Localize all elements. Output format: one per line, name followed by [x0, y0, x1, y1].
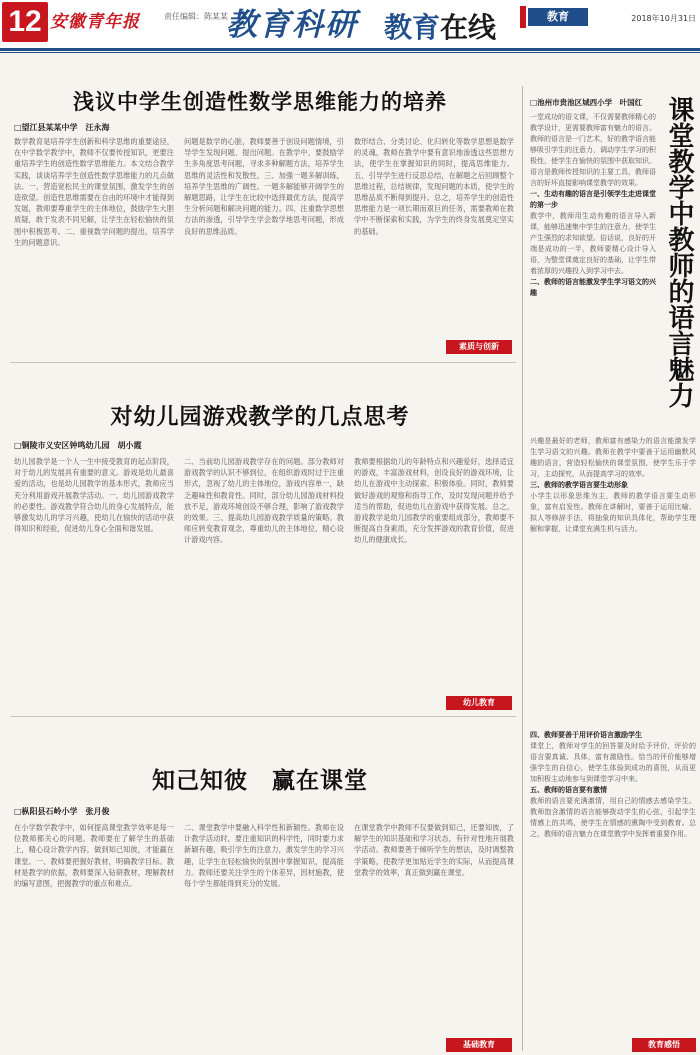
- sidebar-column-2: [530, 436, 696, 726]
- article3-column: 在小学数学教学中，如何提高课堂教学效率是每一位教师都关心的问题。教师要在了解学生的基础上，精心设计教学内容，做到知己知彼，才能赢在课堂。一、教师要把握好教材，明确教学目标。教材是教学的依据，教师要深入钻研教材，理解教材的编写意图，把握教学的重点和难点。: [14, 823, 174, 889]
- section-online-title: [384, 10, 524, 46]
- sidebar-subheading: 五、教师的语言要有激情: [530, 786, 607, 794]
- masthead-rule: [0, 48, 700, 51]
- masthead: [0, 0, 700, 50]
- sidebar-paragraph: 课堂上，教师对学生的回答要及时给予评价，评价的语言要真诚、具体，富有激励性。恰当的评价能够增强学生的自信心，使学生体验到成功的喜悦，从而更加积极主动地参与到课堂学习中来。: [530, 742, 696, 783]
- article2-byline: □铜陵市义安区钟鸣幼儿园 胡小霞: [14, 441, 142, 450]
- article3-column: 二、课堂教学中要融入科学性和新颖性。教师在设计教学活动时，要注重知识的科学性，同时要力求新颖有趣，吸引学生的注意力，激发学生的学习兴趣，让学生在轻松愉快的氛围中掌握知识，提高能力。教师还要关注学生的个体差异，因材施教，使每个学生都能得到充分的发展。: [184, 823, 344, 889]
- article3-byline: □枞阳县石岭小学 张月俊: [14, 807, 110, 816]
- section-online-part2: 在线: [440, 12, 497, 43]
- section-badge: 教育: [528, 8, 588, 26]
- article3-headline: 知己知彼 赢在课堂: [152, 767, 368, 794]
- sidebar-headline: 课堂教学中教师的语言魅力: [664, 96, 694, 408]
- sidebar-subheading: 四、教师要善于用评价语言激励学生: [530, 731, 642, 739]
- sidebar-paragraph: 小学生以形象思维为主，教师的教学语言要生动形象，富有启发性。教师在讲解时，要善于运用比喻、拟人等修辞手法，将抽象的知识具体化，帮助学生理解和掌握，让课堂充满生机与活力。: [530, 492, 696, 533]
- newspaper-name: 安徽青年报: [50, 12, 140, 32]
- article2-body: [14, 456, 514, 694]
- article-divider: [10, 716, 516, 717]
- article1-column: 问题是数学的心脏，教师要善于创设问题情境，引导学生发现问题、提出问题。在教学中，要鼓励学生多角度思考问题，寻求多种解题方法，培养学生思维的灵活性和发散性。三、加强一题多解训练，培养学生思维的广阔性。一题多解能够开阔学生的解题思路，让学生在比较中选择最优方法，提高学生分析问题和解决问题的能力。四、注重数学思想方法的渗透，引导学生学会数学地思考问题，形成良好的思维品质。: [184, 137, 344, 236]
- article1-body: [14, 136, 514, 336]
- sidebar-paragraph: 一堂成功的语文课，不仅需要教师精心的教学设计，更需要教师富有魅力的语言。教师的语言是一门艺术，好的教学语言能够吸引学生的注意力，调动学生学习的积极性，使学生在愉快的氛围中获取知识。语言是教师传授知识的主要工具，教师语言的好坏直接影响课堂教学的效果。: [530, 113, 656, 187]
- sidebar-rule: [522, 86, 523, 1051]
- page-number: 12: [2, 2, 48, 42]
- article1-column: 数学教育是培养学生创新和科学思维的重要途径，在中学数学教学中，教师不仅要传授知识，更要注重培养学生的创造性数学思维能力。本文结合教学实践，谈谈培养学生创造性数学思维能力的几点做法。一、营造宽松民主的课堂氛围，激发学生的创造欲望。创造性思维需要在自由的环境中才能得到发展，教师要尊重学生的主体地位，鼓励学生大胆质疑，敢于发表不同见解，让学生在轻松愉快的氛围中积极思考。二、重视数学问题的提出，培养学生的问题意识。: [14, 137, 174, 247]
- sidebar-subheading: 三、教师的教学语言要生动形象: [530, 481, 628, 489]
- article1-byline: □望江县某某中学 汪永海: [14, 123, 110, 132]
- article2-tag: 幼儿教育: [446, 696, 512, 710]
- article1-headline: 浅议中学生创造性数学思维能力的培养: [73, 89, 447, 114]
- sidebar-byline: □池州市贵池区城西小学 叶国红: [530, 98, 643, 107]
- article2-column: 二、当前幼儿园游戏教学存在的问题。部分教师对游戏教学的认识不够到位，在组织游戏时过于注重形式，忽视了幼儿的主体地位，游戏内容单一，缺乏趣味性和教育性。同时，部分幼儿园游戏材料投放不足，游戏环境创设不够合理，影响了游戏教学的效果。三、提高幼儿园游戏教学质量的策略。教师应转变教育观念，尊重幼儿的主体地位，精心设计游戏内容。: [184, 457, 344, 545]
- sidebar-tag: 教育感悟: [632, 1038, 696, 1052]
- article3-body: [14, 822, 514, 1038]
- publication-date: 2018年10月31日: [631, 14, 696, 23]
- sidebar-paragraph: 兴趣是最好的老师，教师富有感染力的语言能激发学生学习语文的兴趣。教师在教学中要善于运用幽默风趣的语言，营造轻松愉快的课堂氛围，使学生乐于学习，主动探究，从而提高学习的效率。: [530, 437, 696, 478]
- sidebar-paragraph: 教师的语言要充满激情，用自己的情感去感染学生。教师饱含激情的语言能够拨动学生的心弦，引起学生情感上的共鸣，使学生在情感的熏陶中受到教育。总之，教师的语言魅力在课堂教学中发挥着重要作用。: [530, 797, 696, 838]
- sidebar-subheading: 一、生动有趣的语言是引领学生走进课堂的第一步: [530, 190, 656, 209]
- article1-tag: 素质与创新: [446, 340, 512, 354]
- section-title: 教育科研: [226, 7, 358, 43]
- sidebar-paragraph: 教学中，教师用生动有趣的语言导入新课，能够迅速集中学生的注意力，使学生产生强烈的求知欲望。俗话说，良好的开端是成功的一半，教师要精心设计导入语，为整堂课奠定良好的基础，让学生带着浓厚的兴趣投入到学习中去。: [530, 212, 656, 275]
- sidebar-column-3: [530, 730, 696, 1030]
- badge-accent: [520, 6, 526, 28]
- sidebar-column-1: [530, 112, 656, 432]
- article3-column: 在课堂教学中教师不仅要做到知己，还要知彼，了解学生的知识基础和学习状态，有针对性地开展教学活动。教师要善于倾听学生的想法，及时调整教学策略，使教学更加贴近学生的实际，从而提高课堂教学的效率，真正做到赢在课堂。: [354, 823, 514, 877]
- article2-column: 幼儿园教学是一个人一生中接受教育的起点阶段，对于幼儿的发展具有重要的意义。游戏是幼儿最喜爱的活动，也是幼儿园教学的基本形式，教师应当充分利用游戏开展教学活动。一、幼儿园游戏教学的必要性。游戏教学符合幼儿的身心发展特点，能够激发幼儿的学习兴趣，使幼儿在愉快的活动中获得知识和经验，促进幼儿身心全面和谐发展。: [14, 457, 174, 534]
- section-online-part1: 教育: [384, 12, 441, 43]
- article1-column: 数形结合、分类讨论、化归转化等数学思想是数学的灵魂，教师在教学中要有意识地渗透这些思想方法，使学生在掌握知识的同时，提高思维能力。五、引导学生进行反思总结，在解题之后回顾整个思维过程，总结规律，发现问题的本质，使学生的思维品质不断得到提升。总之，培养学生的创造性思维能力是一项长期而艰巨的任务，需要教师在教学中不断探索和实践，为学生的终身发展奠定坚实的基础。: [354, 137, 514, 236]
- article2-column: 教师要根据幼儿的年龄特点和兴趣爱好，选择适宜的游戏，丰富游戏材料，创设良好的游戏环境，让幼儿在游戏中主动探索、积极体验。同时，教师要做好游戏的观察和指导工作，及时发现问题并给予适当的帮助，促进幼儿在游戏中获得发展。总之，游戏教学是幼儿园教学的重要组成部分，教师要不断提高自身素质，充分发挥游戏的教育价值，促进幼儿的健康成长。: [354, 457, 514, 545]
- masthead-rule-thin: [0, 52, 700, 53]
- article3-tag: 基础教育: [446, 1038, 512, 1052]
- article2-headline: 对幼儿园游戏教学的几点思考: [110, 404, 410, 430]
- article-divider: [10, 362, 516, 363]
- editor-credit: 责任编辑：陈某某: [164, 12, 228, 21]
- sidebar-subheading: 二、教师的语言能激发学生学习语文的兴趣: [530, 278, 656, 297]
